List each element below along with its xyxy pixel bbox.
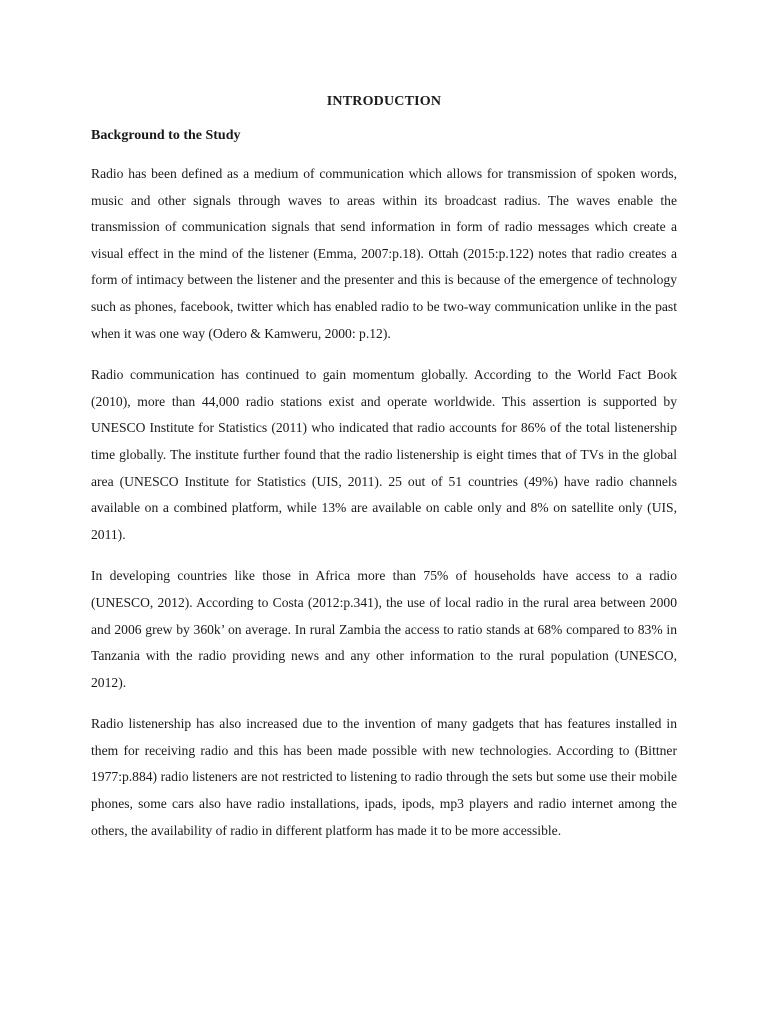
section-heading: Background to the Study (91, 128, 241, 143)
paragraph-3: In developing countries like those in Africa more than 75% of households have access to a radio (UNESCO, 2012). According to Costa (2012:p.341), the use of local radio in the rural area between 2000 and 2006 grew by 360k’ on average. In rural Zambia the access to ratio stands at 68% compared to 83% in Tanzania with the radio providing news and any other information to the rural population (UNESCO, 2012). (91, 568, 677, 690)
paragraph-2: Radio communication has continued to gain momentum globally. According to the World Fact Book (2010), more than 44,000 radio stations exist and operate worldwide. This assertion is supported by UNESCO Institute for Statistics (2011) who indicated that radio accounts for 86% of the total listenership time globally. The institute further found that the radio listenership is eight times that of TVs in the global area (UNESCO Institute for Statistics (UIS, 2011). 25 out of 51 countries (49%) have radio channels available on a combined platform, while 13% are available on cable only and 8% on satellite only (UIS, 2011). (91, 367, 677, 542)
paragraph-4: Radio listenership has also increased due to the invention of many gadgets that has features installed in them for receiving radio and this has been made possible with new technologies. According to (Bittner 1977:p.884) radio listeners are not restricted to listening to radio through the sets but some use their mobile phones, some cars also have radio installations, ipads, ipods, mp3 players and radio internet among the others, the availability of radio in different platform has made it to be more accessible. (91, 716, 677, 838)
paragraph-1: Radio has been defined as a medium of communication which allows for transmission of spoken words, music and other signals through waves to areas within its broadcast radius. The waves enable the transmission of communication signals that send information in form of radio messages which create a visual effect in the mind of the listener (Emma, 2007:p.18). Ottah (2015:p.122) notes that radio creates a form of intimacy between the listener and the presenter and this is because of the emergence of technology such as phones, facebook, twitter which has enabled radio to be two-way communication unlike in the past when it was one way (Odero & Kamweru, 2000: p.12). (91, 166, 677, 341)
document-body (91, 92, 677, 844)
page-title: INTRODUCTION (326, 94, 442, 109)
